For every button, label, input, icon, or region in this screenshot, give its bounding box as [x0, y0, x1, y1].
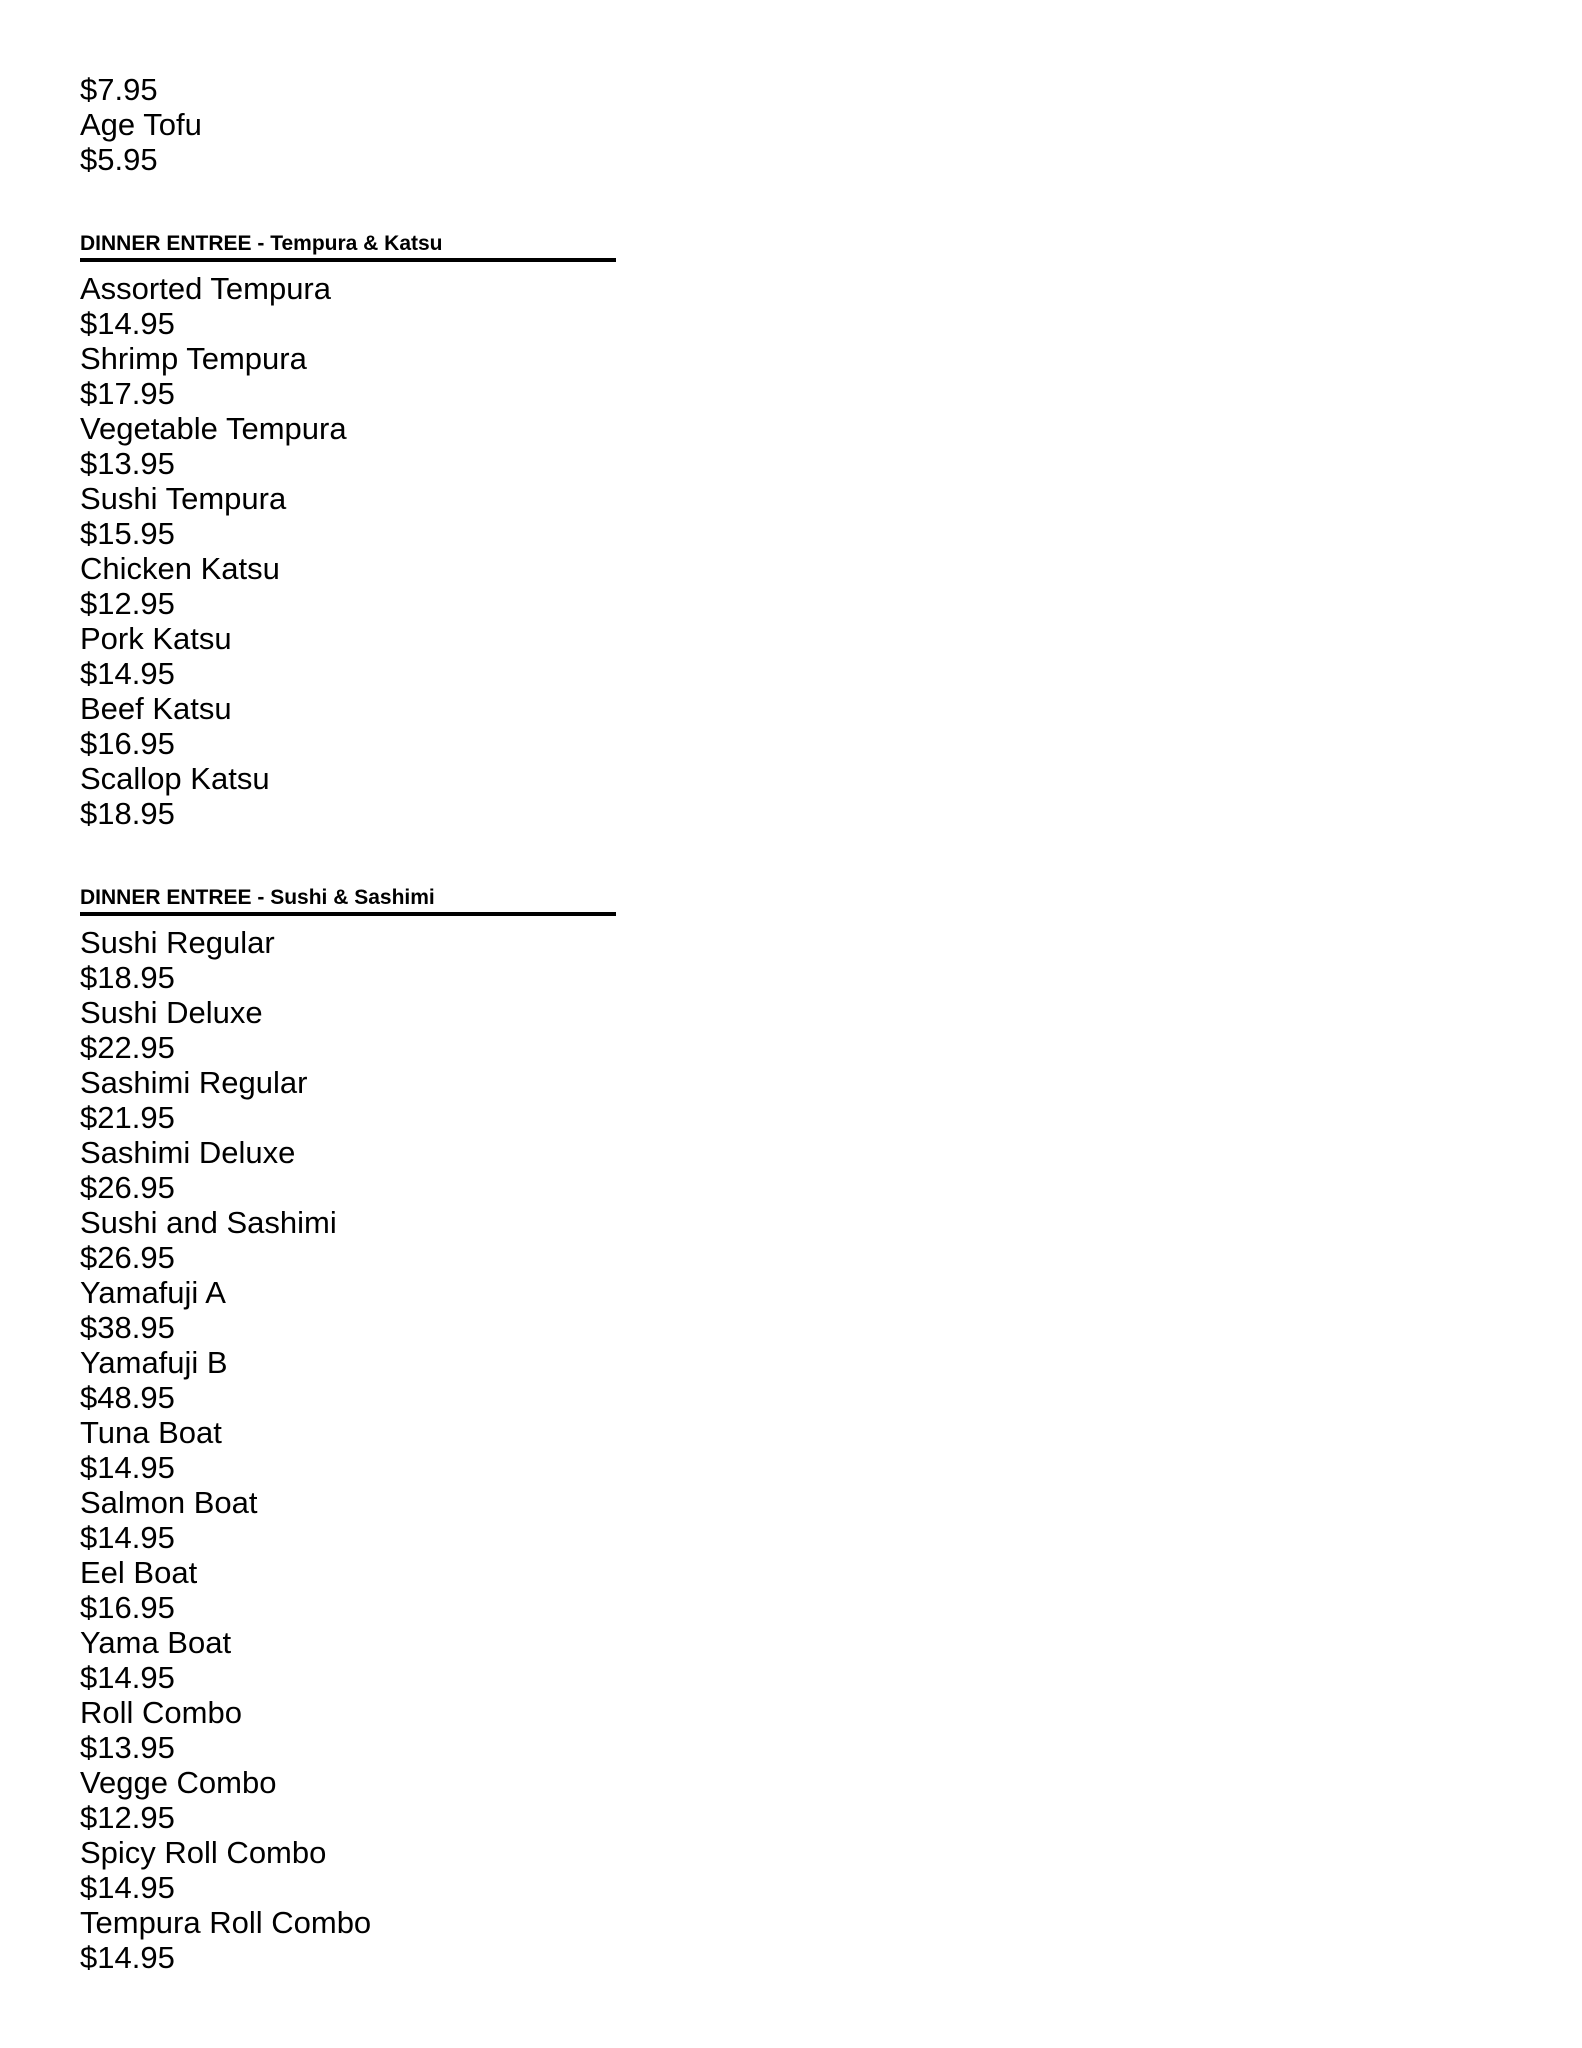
- item-name: Tuna Boat: [80, 1415, 222, 1450]
- item-name: Sushi Regular: [80, 925, 275, 960]
- section-header-separator: -: [251, 886, 271, 909]
- item-name: Sushi Tempura: [80, 481, 287, 516]
- section-sushi-sashimi: [80, 885, 620, 1975]
- item-price: $18.95: [80, 960, 175, 995]
- item-name: Sushi Deluxe: [80, 995, 263, 1030]
- item-price: $5.95: [80, 142, 158, 177]
- item-price: $17.95: [80, 376, 175, 411]
- section-header-main: DINNER ENTREE: [80, 232, 252, 255]
- item-name: Shrimp Tempura: [80, 341, 307, 376]
- item-price: $15.95: [80, 516, 175, 551]
- item-price: $21.95: [80, 1100, 175, 1135]
- item-price: $14.95: [80, 1520, 175, 1555]
- section-header: [80, 885, 616, 916]
- item-price: $38.95: [80, 1310, 175, 1345]
- item-price: $12.95: [80, 1800, 175, 1835]
- section-header-sub: Tempura & Katsu: [270, 232, 443, 255]
- menu-page: [80, 72, 620, 1975]
- item-price: $12.95: [80, 586, 175, 621]
- item-name: Vegetable Tempura: [80, 411, 347, 446]
- item-name: Assorted Tempura: [80, 271, 331, 306]
- item-name: Yamafuji A: [80, 1275, 226, 1310]
- item-price: $14.95: [80, 1870, 175, 1905]
- item-price: $14.95: [80, 1450, 175, 1485]
- item-price: $48.95: [80, 1380, 175, 1415]
- section-items: [80, 925, 620, 1975]
- item-price: $26.95: [80, 1240, 175, 1275]
- section-items: [80, 271, 620, 831]
- item-name: Pork Katsu: [80, 621, 232, 656]
- item-price: $14.95: [80, 306, 175, 341]
- section-header-sub: Sushi & Sashimi: [270, 886, 435, 909]
- item-price: $18.95: [80, 796, 175, 831]
- item-name: Eel Boat: [80, 1555, 198, 1590]
- item-name: Salmon Boat: [80, 1485, 258, 1520]
- item-price: $13.95: [80, 446, 175, 481]
- item-price: $16.95: [80, 1590, 175, 1625]
- section-header-separator: -: [251, 232, 271, 255]
- item-name: Scallop Katsu: [80, 761, 270, 796]
- item-name: Sashimi Regular: [80, 1065, 308, 1100]
- item-name: Beef Katsu: [80, 691, 232, 726]
- item-name: Chicken Katsu: [80, 551, 280, 586]
- item-price: $22.95: [80, 1030, 175, 1065]
- item-name: Sashimi Deluxe: [80, 1135, 296, 1170]
- item-price: $14.95: [80, 1660, 175, 1695]
- item-name: Roll Combo: [80, 1695, 242, 1730]
- item-price: $14.95: [80, 1940, 175, 1975]
- item-price: $16.95: [80, 726, 175, 761]
- item-name: Age Tofu: [80, 107, 202, 142]
- item-price: $13.95: [80, 1730, 175, 1765]
- section-header: [80, 231, 616, 262]
- item-name: Sushi and Sashimi: [80, 1205, 337, 1240]
- menu-intro: [80, 72, 620, 177]
- item-price: $14.95: [80, 656, 175, 691]
- item-name: Yamafuji B: [80, 1345, 228, 1380]
- item-name: Tempura Roll Combo: [80, 1905, 372, 1940]
- item-price: $26.95: [80, 1170, 175, 1205]
- section-header-main: DINNER ENTREE: [80, 886, 252, 909]
- item-name: Yama Boat: [80, 1625, 232, 1660]
- item-price: $7.95: [80, 72, 158, 107]
- item-name: Spicy Roll Combo: [80, 1835, 327, 1870]
- item-name: Vegge Combo: [80, 1765, 277, 1800]
- section-tempura-katsu: [80, 231, 620, 831]
